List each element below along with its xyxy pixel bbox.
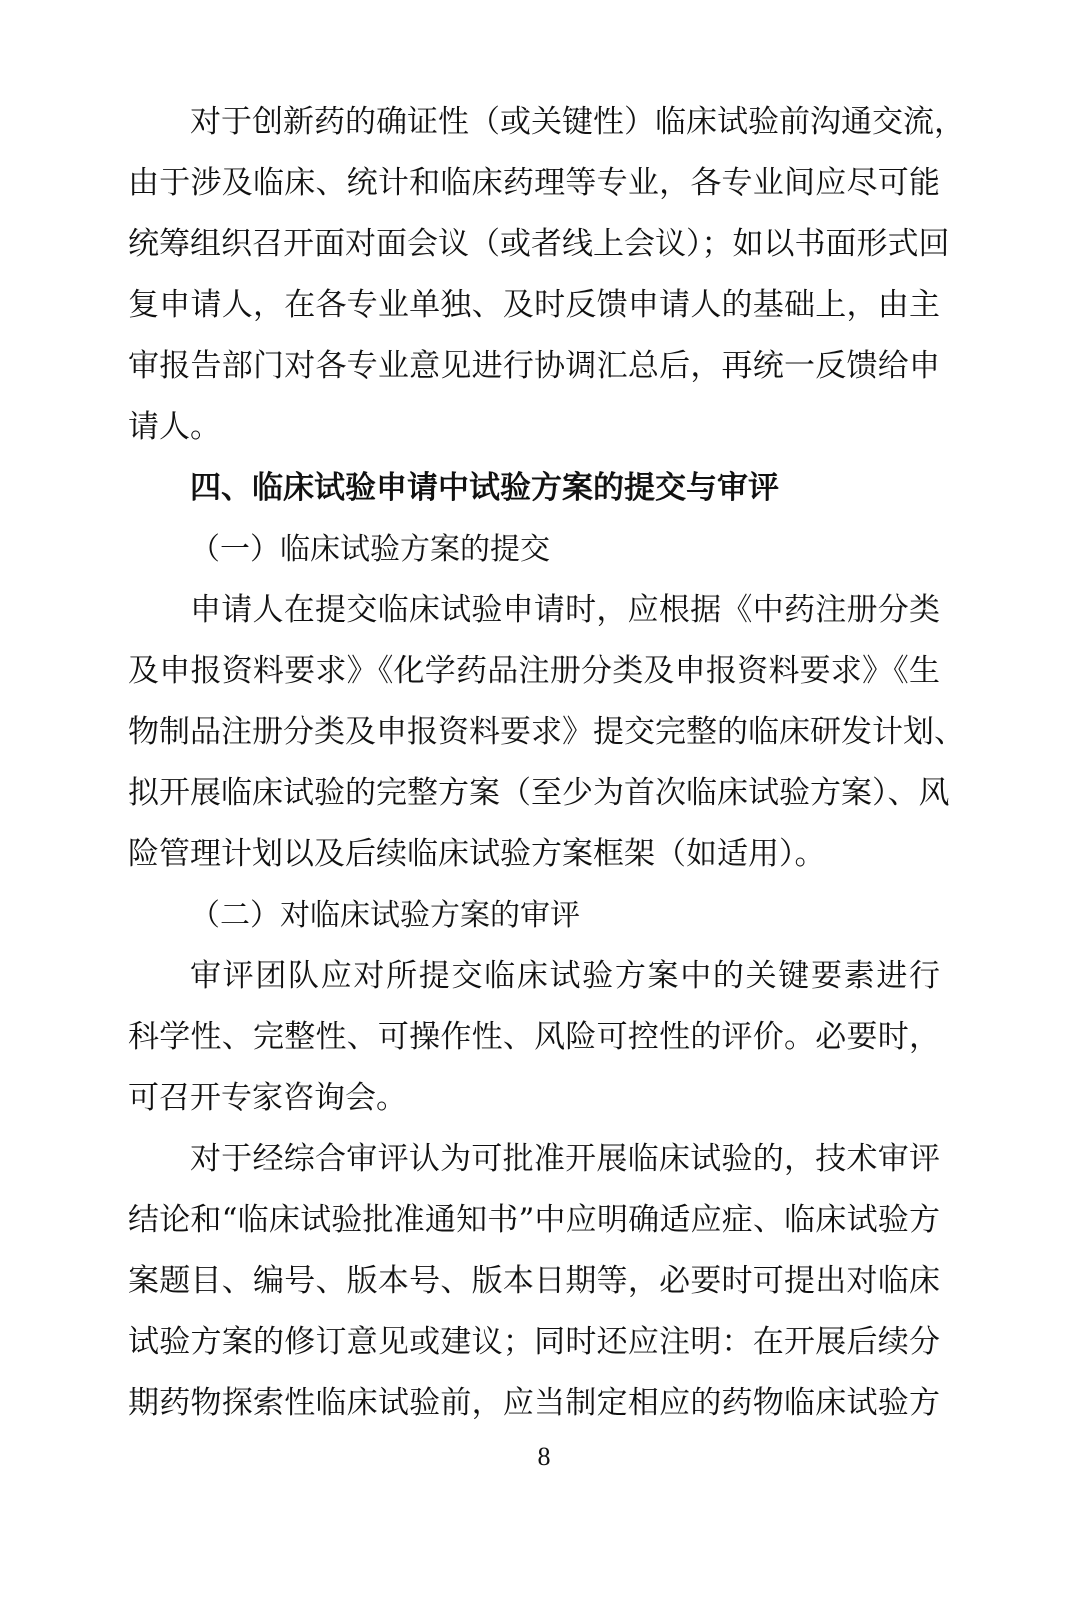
subsection-heading: （二）对临床试验方案的审评: [190, 898, 580, 933]
paragraph-line: 审报告部门对各专业意见进行协调汇总后，再统一反馈给申: [128, 348, 940, 384]
paragraph-line: 试验方案的修订意见或建议；同时还应注明：在开展后续分: [128, 1324, 940, 1360]
paragraph-line: 险管理计划以及后续临床试验方案框架（如适用）。: [128, 836, 826, 872]
paragraph-line: 科学性、完整性、可操作性、风险可控性的评价。必要时，: [128, 1019, 940, 1055]
subsection-heading: （一）临床试验方案的提交: [190, 532, 550, 567]
paragraph-line: 统筹组织召开面对面会议（或者线上会议）；如以书面形式回: [128, 226, 950, 262]
paragraph-line: 案题目、编号、版本号、版本日期等，必要时可提出对临床: [128, 1263, 940, 1299]
page-body: [128, 92, 965, 1434]
paragraph-line: 及申报资料要求》《化学药品注册分类及申报资料要求》《生: [128, 653, 940, 689]
paragraph-line: 对于创新药的确证性（或关键性）临床试验前沟通交流，: [190, 104, 965, 140]
paragraph-line: 对于经综合审评认为可批准开展临床试验的，技术审评: [190, 1141, 940, 1177]
paragraph-line: 期药物探索性临床试验前，应当制定相应的药物临床试验方: [128, 1385, 940, 1421]
paragraph-line: 请人。: [128, 409, 221, 445]
paragraph-line: 结论和“临床试验批准通知书”中应明确适应症、临床试验方: [128, 1202, 940, 1238]
page-number: 8: [537, 1442, 551, 1471]
paragraph-line: 审评团队应对所提交临床试验方案中的关键要素进行: [190, 958, 940, 994]
paragraph-line: 物制品注册分类及申报资料要求》提交完整的临床研发计划、: [128, 714, 965, 750]
paragraph-line: 申请人在提交临床试验申请时，应根据《中药注册分类: [190, 592, 940, 628]
paragraph-line: 复申请人，在各专业单独、及时反馈申请人的基础上，由主: [128, 287, 940, 323]
paragraph-line: 拟开展临床试验的完整方案（至少为首次临床试验方案）、风: [128, 775, 950, 811]
section-heading: 四、临床试验申请中试验方案的提交与审评: [190, 470, 779, 506]
paragraph-line: 由于涉及临床、统计和临床药理等专业，各专业间应尽可能: [128, 165, 940, 201]
paragraph-line: 可召开专家咨询会。: [128, 1080, 407, 1116]
